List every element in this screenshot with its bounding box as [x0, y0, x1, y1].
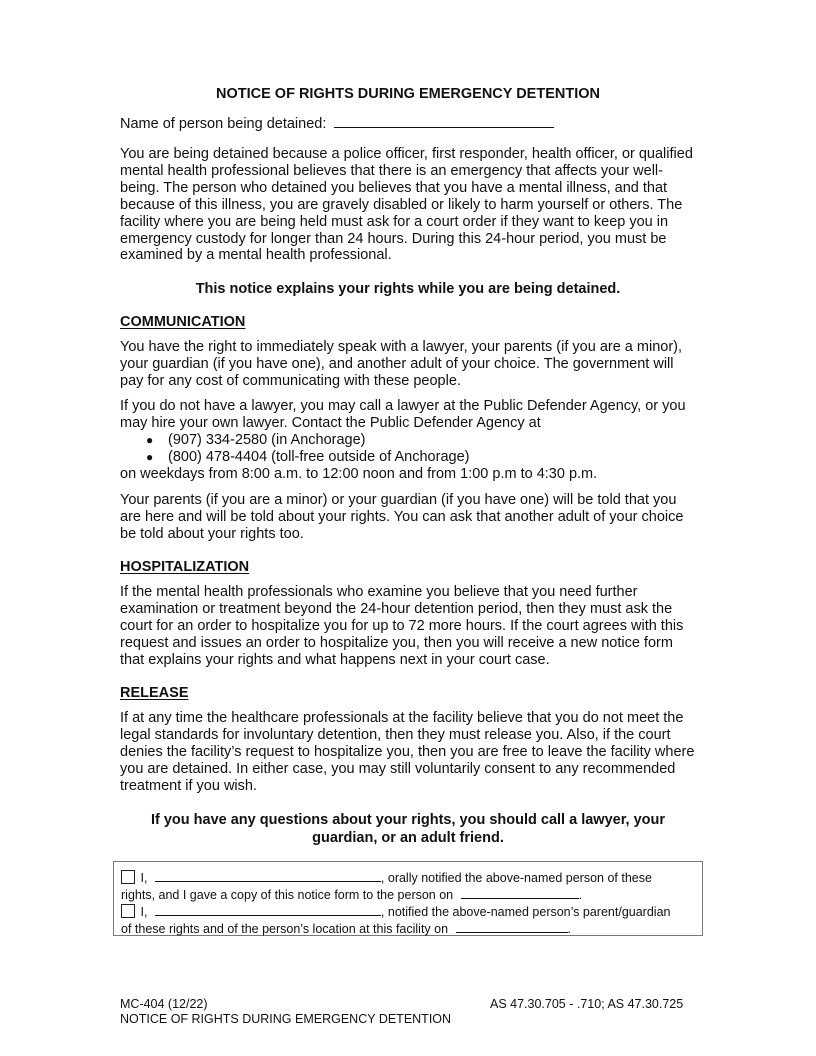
questions-notice: [120, 811, 696, 847]
form-id: MC-404 (12/22): [120, 997, 208, 1011]
certification-row-4: [121, 920, 702, 937]
phone-toll-free: (800) 478-4404 (toll-free outside of Anchorage): [168, 449, 470, 465]
list-item: [146, 449, 469, 466]
intro-paragraph: You are being detained because a police officer, first responder, health officer, or qualified mental health professional believes that there is an emergency that affects your well-being. The person who detained you believes that you have a mental illness, and that because of this illness, you are gravely disabled or likely to harm yourself or others. The facility where you are being held must ask for a court order if they want to keep you in emergency custody for longer than 24 hours. During this 24-hour period, you must be examined by a mental health professional.: [120, 146, 693, 264]
communication-paragraph-3: Your parents (if you are a minor) or your guardian (if you have one) will be told that you are here and will be told about your rights. You can ask that another adult of your choice be told about your rights too.: [120, 492, 684, 542]
certification-row-2: [121, 886, 702, 903]
period-text: .: [567, 922, 572, 936]
notifier-name-blank[interactable]: [155, 869, 381, 882]
copy-date-blank[interactable]: [461, 886, 579, 899]
questions-line-1: If you have any questions about your rights, you should call a lawyer, your: [150, 812, 666, 828]
phone-list: [146, 432, 469, 466]
footer-left: [120, 997, 451, 1027]
bullet-icon: ●: [146, 450, 154, 464]
period-text: .: [578, 888, 583, 902]
bullet-icon: ●: [146, 433, 154, 447]
communication-heading: COMMUNICATION: [120, 314, 246, 330]
detained-name-blank[interactable]: [334, 112, 554, 128]
certification-box: [113, 861, 703, 936]
oral-notice-checkbox[interactable]: [121, 870, 135, 884]
communication-paragraph-2: If you do not have a lawyer, you may call a lawyer at the Public Defender Agency, or you may hire your own lawyer. Contact the Public Defender Agency at: [120, 398, 686, 431]
guardian-notice-text: , notified the above-named person’s parent/guardian: [380, 905, 671, 919]
statute-citation: AS 47.30.705 - .710; AS 47.30.725: [490, 997, 684, 1011]
certification-row-3: [121, 903, 702, 920]
office-hours: on weekdays from 8:00 a.m. to 12:00 noon and from 1:00 p.m to 4:30 p.m.: [120, 466, 598, 482]
hospitalization-heading: HOSPITALIZATION: [120, 559, 250, 575]
copy-given-text: rights, and I gave a copy of this notice form to the person on: [121, 888, 454, 902]
document-title: NOTICE OF RIGHTS DURING EMERGENCY DETENTION: [215, 86, 600, 102]
notice-explanation: This notice explains your rights while you are being detained.: [195, 281, 621, 297]
release-heading: RELEASE: [120, 685, 189, 701]
release-paragraph: If at any time the healthcare professionals at the facility believe that you do not meet the legal standards for involuntary detention, then they must release you. Also, if the court denies the facility’s request to hospitalize you, then you are free to leave the facility where you are detained. In either case, you may still voluntarily consent to any recommended treatment if you wish.: [120, 710, 695, 794]
certification-row-1: [121, 869, 702, 886]
guardian-notifier-name-blank[interactable]: [155, 903, 381, 916]
oral-notice-text: , orally notified the above-named person of these: [380, 871, 652, 885]
hospitalization-paragraph: If the mental health professionals who examine you believe that you need further examination or treatment beyond the 24-hour detention period, then they must ask the court for an order to hospitalize you for up to 72 more hours. If the court agrees with this request and issues an order to hospitalize you, then you will receive a new notice form that explains your rights and what happens next in your court case.: [120, 584, 684, 668]
location-date-blank[interactable]: [456, 920, 568, 933]
location-notice-text: of these rights and of the person’s location at this facility on: [121, 922, 449, 936]
guardian-notice-checkbox[interactable]: [121, 904, 135, 918]
communication-paragraph-1: You have the right to immediately speak with a lawyer, your parents (if you are a minor), your guardian (if you have one), and another adult of your choice. The government will pay for any cost of communicating with these people.: [120, 339, 683, 389]
questions-line-2: guardian, or an adult friend.: [312, 830, 504, 846]
detained-name-field: [120, 112, 554, 132]
form-title: NOTICE OF RIGHTS DURING EMERGENCY DETENTION: [120, 1012, 452, 1026]
detained-name-label: Name of person being detained:: [120, 116, 327, 132]
i-label: I,: [140, 871, 148, 885]
i-label: I,: [140, 905, 148, 919]
phone-anchorage: (907) 334-2580 (in Anchorage): [168, 432, 366, 448]
list-item: [146, 432, 469, 449]
